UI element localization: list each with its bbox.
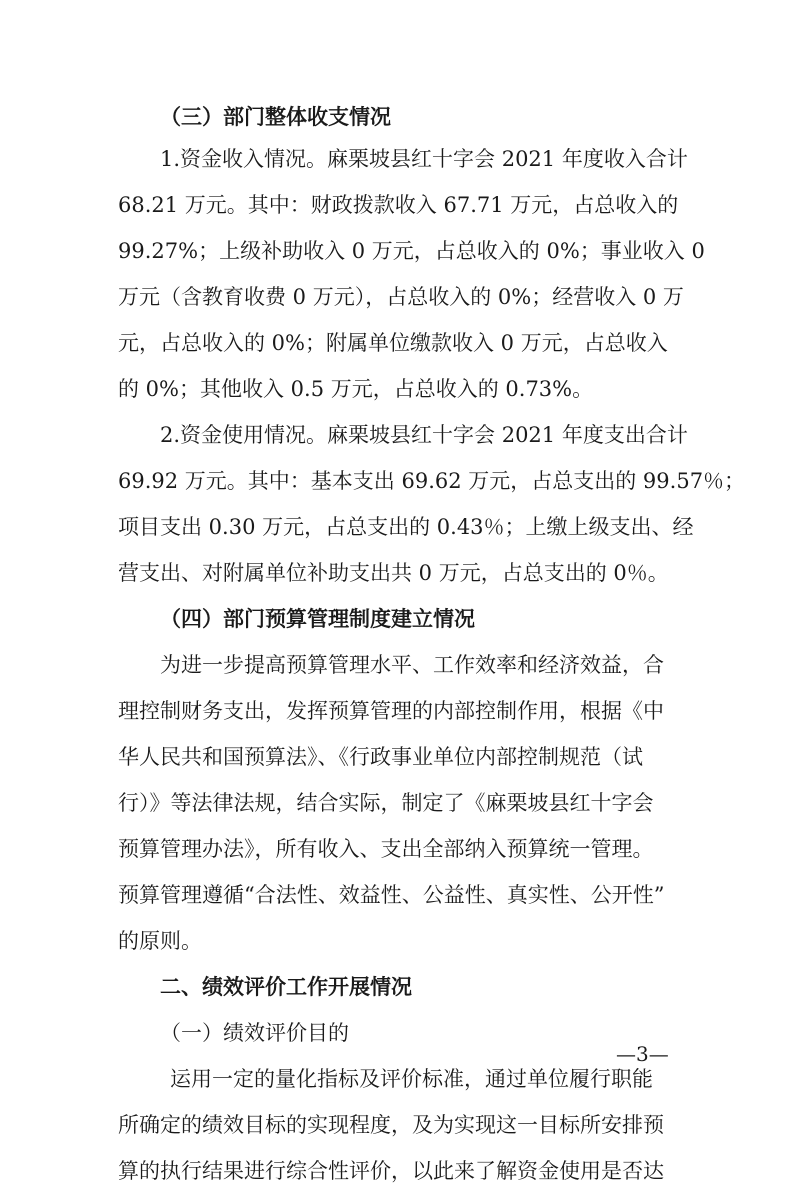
paragraph-line: 项目支出 0.30 万元，占总支出的 0.43％；上缴上级支出、经	[118, 515, 694, 539]
paragraph-line: 1.资金收入情况。麻栗坡县红十字会 2021 年度收入合计	[160, 147, 688, 171]
section-heading-performance-evaluation: 二、绩效评价工作开展情况	[160, 975, 412, 999]
section-heading-budget-management: （四）部门预算管理制度建立情况	[160, 606, 475, 631]
paragraph-line: 所确定的绩效目标的实现程度，及为实现这一目标所安排预	[118, 1113, 664, 1137]
paragraph-line: 预算管理遵循“合法性、效益性、公益性、真实性、公开性”	[118, 883, 665, 907]
paragraph-line: 理控制财务支出，发挥预算管理的内部控制作用，根据《中	[118, 699, 664, 723]
paragraph-line: 69.92 万元。其中：基本支出 69.62 万元，占总支出的 99.57％；	[118, 469, 746, 493]
paragraph-line: 营支出、对附属单位补助支出共 0 万元，占总支出的 0％。	[118, 561, 669, 585]
paragraph-line: 2.资金使用情况。麻栗坡县红十字会 2021 年度支出合计	[160, 423, 688, 447]
paragraph-line: 行）》等法律法规，结合实际，制定了《麻栗坡县红十字会	[118, 791, 654, 815]
paragraph-line: 68.21 万元。其中：财政拨款收入 67.71 万元，占总收入的	[118, 193, 679, 217]
paragraph-line: 算的执行结果进行综合性评价，以此来了解资金使用是否达	[118, 1159, 664, 1183]
section-heading-overall-revenue-expenditure: （三）部门整体收支情况	[160, 104, 391, 129]
paragraph-line: 的 0%；其他收入 0.5 万元，占总收入的 0.73%。	[118, 377, 594, 401]
paragraph-line: 万元（含教育收费 0 万元），占总收入的 0%；经营收入 0 万	[118, 285, 684, 309]
paragraph-line: 99.27%；上级补助收入 0 万元，占总收入的 0%；事业收入 0	[118, 239, 705, 263]
subsection-heading-evaluation-purpose: （一）绩效评价目的	[160, 1021, 349, 1045]
page-number: —3—	[616, 1042, 669, 1066]
paragraph-line: 预算管理办法》，所有收入、支出全部纳入预算统一管理。	[118, 837, 654, 861]
paragraph-line: 为进一步提高预算管理水平、工作效率和经济效益，合	[160, 653, 664, 677]
paragraph-line: 华人民共和国预算法》、《行政事业单位内部控制规范（试	[118, 745, 643, 769]
paragraph-line: 元，占总收入的 0%；附属单位缴款收入 0 万元，占总收入	[118, 331, 668, 355]
paragraph-line: 运用一定的量化指标及评价标准，通过单位履行职能	[170, 1067, 653, 1091]
paragraph-line: 的原则。	[118, 929, 202, 953]
